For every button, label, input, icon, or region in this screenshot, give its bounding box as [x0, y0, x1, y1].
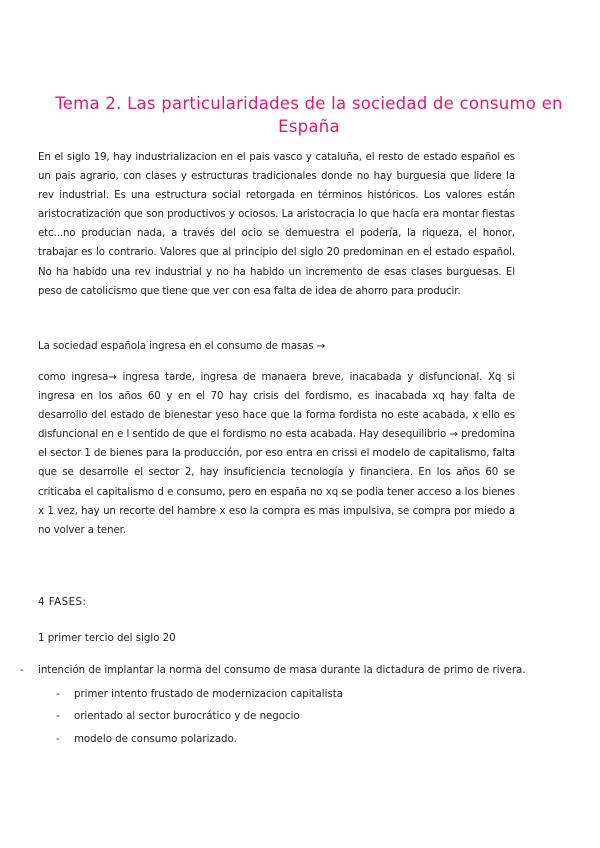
sub-bullet-text: orientado al sector burocrático y de negocio: [74, 711, 300, 723]
bullet-marker: -: [20, 665, 24, 676]
sub-bullet-marker: -: [56, 689, 60, 700]
sub-bullet-text: primer intento frustado de modernizacion capitalista: [74, 689, 343, 700]
bullet-text: intención de implantar la norma del consumo de masa durante la dictadura de primo de rivera.: [38, 665, 526, 676]
sub-bullet-text: modelo de consumo polarizado.: [74, 733, 237, 745]
phase-1-heading: 1 primer tercio del siglo 20: [38, 633, 176, 644]
sub-bullet-marker: -: [56, 733, 60, 745]
paragraph-intro: En el siglo 19, hay industrializacion en el pais vasco y cataluña, el resto de estado español es un pais agrario, con clases y estructuras tradicionales donde no hay burguesia que lidere la rev industrial. Es una estructura social retorgada en términos históricos. Los valores están aristocratización que son productivos y ociosos. La aristocracia lo que hacía era montar fiestas etc...no producian nada, a través del ocio se demuestra el podería, la riqueza, el honor, trabajar es lo contrario. Valores que al principio del siglo 20 predominan en el estado español. No ha habido una rev industrial y no ha habido un incremento de esas clases burguesas. El peso de catolicismo que tiene que ver con esa falta de idea de ahorro para producir.: [38, 152, 515, 297]
sub-bullet-marker: -: [56, 711, 60, 723]
fases-heading: 4 FASES:: [38, 597, 87, 608]
paragraph-consumo-masas: La sociedad española ingresa en el consumo de masas →: [38, 341, 326, 352]
page-title: Tema 2. Las particularidades de la sociedad de consumo en España: [55, 94, 563, 136]
paragraph-como-ingresa: como ingresa→ ingresa tarde, ingresa de manaera breve, inacabada y disfuncional. Xq si ingresa en los años 60 y en el 70 hay crisis del fordismo, es inacabada xq hay falta de desarrollo del estado de bienestar yeso hace que la forma fordista no este acabada, x ello es disfuncional en e l sentido de que el fordismo no esta acabada. Hay desequilibrio → predomina el sector 1 de bienes para la producción, por eso entra en crissi el modelo de capitalismo, falta que se desarrolle el sector 2, hay insuficiencia tecnología y financiera. En los años 60 se criticaba el capitalismo d e consumo, pero en españa no xq se podia tener acceso a los bienes x 1 vez, hay un recorte del hambre x eso la compra es mas impulsiva, se compra por miedo a no volver a tener.: [38, 372, 515, 536]
